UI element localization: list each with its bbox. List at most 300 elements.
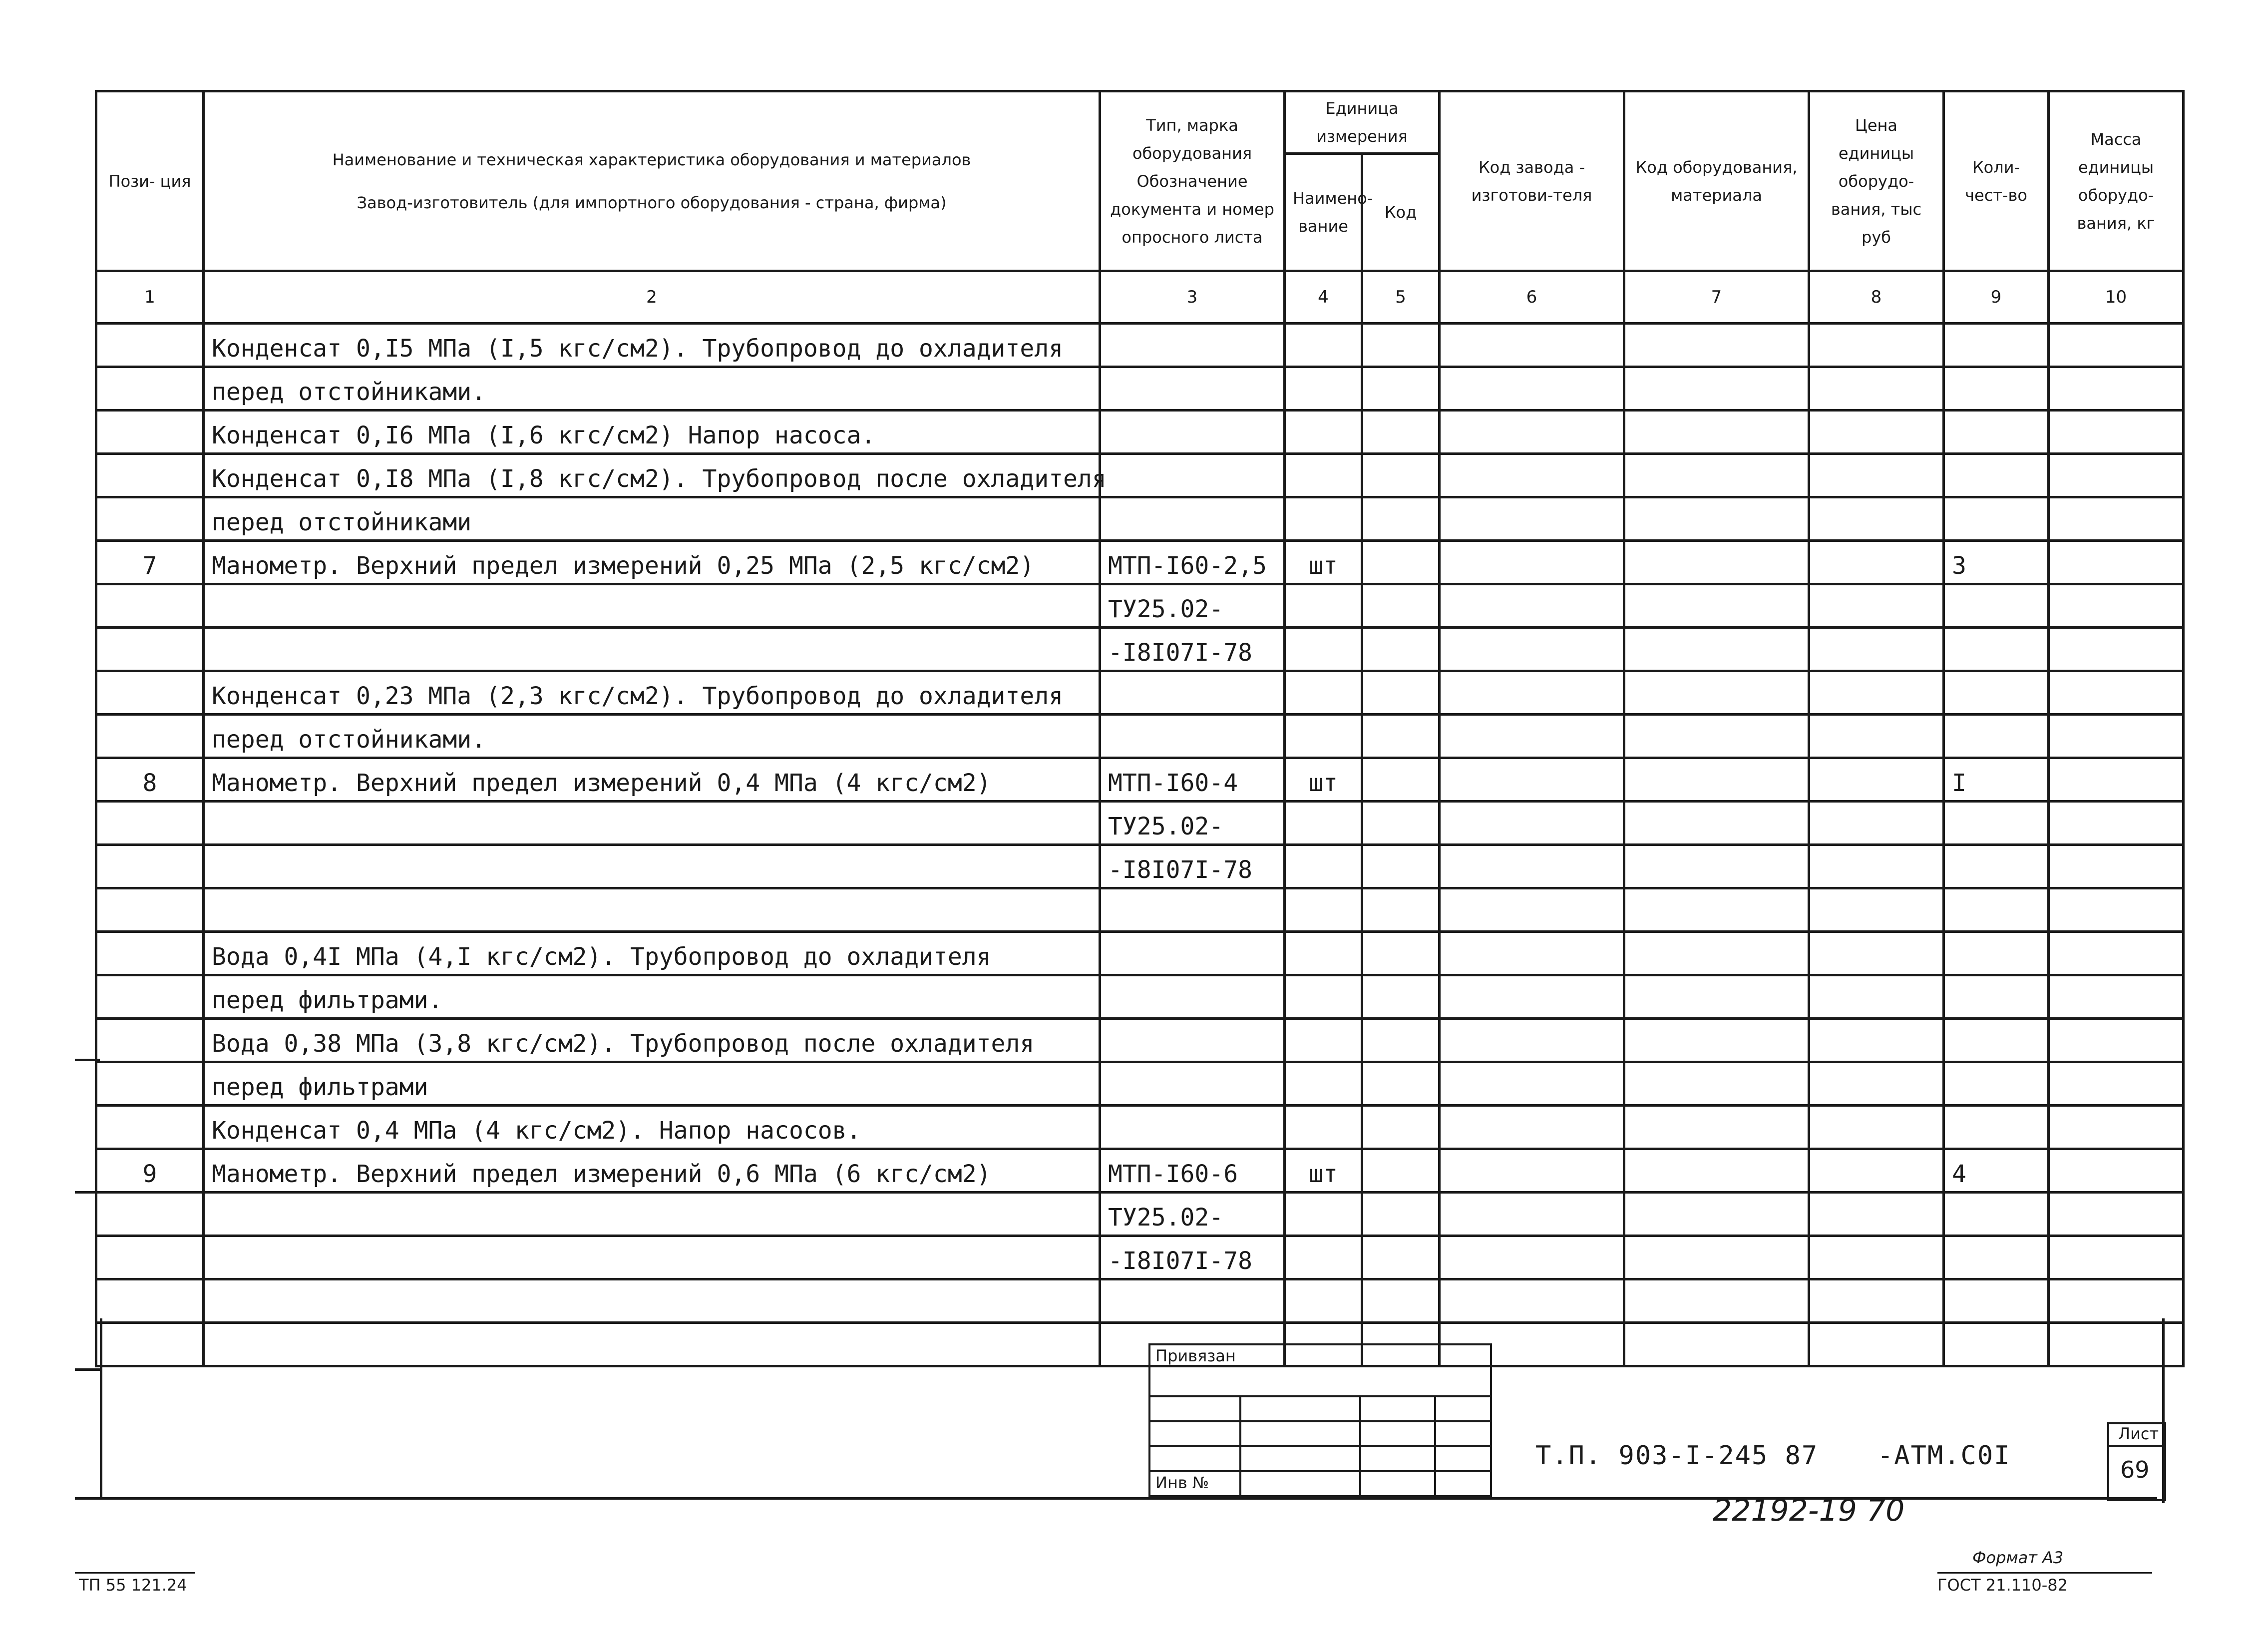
table-row <box>96 411 2184 454</box>
equipment-code-cell <box>1624 1279 1809 1323</box>
type-cell <box>1100 411 1285 454</box>
unit-name-cell <box>1285 454 1362 497</box>
unit-name-cell <box>1285 1019 1362 1062</box>
sheet-box-divider <box>2109 1445 2164 1447</box>
unit-name-cell <box>1285 411 1362 454</box>
table-row <box>96 367 2184 411</box>
type-cell: МТП-I60-4 <box>1100 758 1285 802</box>
plant-code-cell <box>1440 845 1624 888</box>
table-row <box>96 671 2184 715</box>
name-cell: перед отстойниками <box>204 497 1100 541</box>
mass-cell <box>2049 1106 2184 1149</box>
header-unit-group: Единица измерения <box>1285 91 1440 154</box>
plant-code-cell <box>1440 802 1624 845</box>
unit-name-cell: шт <box>1285 541 1362 584</box>
position-cell <box>96 324 204 367</box>
position-cell <box>96 1106 204 1149</box>
column-number: 3 <box>1100 271 1285 324</box>
position-cell <box>96 671 204 715</box>
quantity-cell <box>1944 411 2049 454</box>
unit-code-cell <box>1362 1149 1440 1193</box>
type-cell: МТП-I60-6 <box>1100 1149 1285 1193</box>
name-cell: Конденсат 0,4 МПа (4 кгс/см2). Напор насосов. <box>204 1106 1100 1149</box>
mass-cell <box>2049 1149 2184 1193</box>
equipment-code-cell <box>1624 541 1809 584</box>
unit-code-cell <box>1362 758 1440 802</box>
price-cell <box>1809 1149 1944 1193</box>
position-cell <box>96 411 204 454</box>
price-cell <box>1809 497 1944 541</box>
unit-name-cell <box>1285 715 1362 758</box>
mass-cell <box>2049 932 2184 975</box>
type-cell <box>1100 497 1285 541</box>
name-cell: перед отстойниками. <box>204 367 1100 411</box>
position-cell <box>96 1019 204 1062</box>
position-cell <box>96 454 204 497</box>
type-cell: МТП-I60-2,5 <box>1100 541 1285 584</box>
quantity-cell <box>1944 1019 2049 1062</box>
column-number: 6 <box>1440 271 1624 324</box>
price-cell <box>1809 888 1944 932</box>
stamp-line <box>1239 1395 1241 1495</box>
table-row <box>96 1106 2184 1149</box>
unit-code-cell <box>1362 1019 1440 1062</box>
plant-code-cell <box>1440 1019 1624 1062</box>
frame-left-line <box>100 1318 102 1498</box>
price-cell <box>1809 1323 1944 1366</box>
unit-name-cell <box>1285 628 1362 671</box>
mass-cell <box>2049 541 2184 584</box>
name-cell: Вода 0,38 МПа (3,8 кгс/см2). Трубопровод после охладителя <box>204 1019 1100 1062</box>
header-plant-code: Код завода - изготови-теля <box>1440 91 1624 271</box>
unit-code-cell <box>1362 888 1440 932</box>
header-name-line1: Наименование и техническая характеристика оборудования и материалов <box>332 150 971 169</box>
price-cell <box>1809 1106 1944 1149</box>
equipment-code-cell <box>1624 1149 1809 1193</box>
price-cell <box>1809 1193 1944 1236</box>
type-cell: -I8I07I-78 <box>1100 845 1285 888</box>
equipment-code-cell <box>1624 1062 1809 1106</box>
unit-name-cell: шт <box>1285 758 1362 802</box>
name-cell: Вода 0,4I МПа (4,I кгс/см2). Трубопровод до охладителя <box>204 932 1100 975</box>
footer-line-left <box>75 1572 195 1574</box>
plant-code-cell <box>1440 1149 1624 1193</box>
mass-cell <box>2049 1193 2184 1236</box>
type-cell <box>1100 324 1285 367</box>
equipment-code-cell <box>1624 628 1809 671</box>
name-cell <box>204 584 1100 628</box>
type-cell: ТУ25.02- <box>1100 802 1285 845</box>
approval-stamp <box>1148 1343 1492 1497</box>
position-cell <box>96 367 204 411</box>
footer-line <box>1937 1572 2152 1574</box>
mass-cell <box>2049 975 2184 1019</box>
plant-code-cell <box>1440 888 1624 932</box>
unit-code-cell <box>1362 1106 1440 1149</box>
header-name-line2: Завод-изготовитель (для импортного оборудования - страна, фирма) <box>357 193 947 212</box>
mass-cell <box>2049 1236 2184 1279</box>
position-cell <box>96 1062 204 1106</box>
name-cell <box>204 845 1100 888</box>
unit-code-cell <box>1362 454 1440 497</box>
column-number: 9 <box>1944 271 2049 324</box>
table-row <box>96 324 2184 367</box>
type-cell <box>1100 975 1285 1019</box>
table-row <box>96 758 2184 802</box>
position-cell <box>96 628 204 671</box>
unit-name-cell <box>1285 1193 1362 1236</box>
mass-cell <box>2049 758 2184 802</box>
column-number: 2 <box>204 271 1100 324</box>
name-cell <box>204 1236 1100 1279</box>
name-cell <box>204 1279 1100 1323</box>
equipment-code-cell <box>1624 1193 1809 1236</box>
table-row <box>96 628 2184 671</box>
margin-tick <box>75 1059 100 1061</box>
type-cell <box>1100 715 1285 758</box>
equipment-specification-table <box>95 90 2185 1367</box>
equipment-code-cell <box>1624 1106 1809 1149</box>
price-cell <box>1809 411 1944 454</box>
table-row <box>96 584 2184 628</box>
unit-code-cell <box>1362 1279 1440 1323</box>
type-cell <box>1100 1019 1285 1062</box>
name-cell: Манометр. Верхний предел измерений 0,6 МПа (6 кгс/см2) <box>204 1149 1100 1193</box>
name-cell <box>204 1323 1100 1366</box>
name-cell <box>204 628 1100 671</box>
equipment-code-cell <box>1624 932 1809 975</box>
column-numbers-row <box>96 271 2184 324</box>
header-name <box>204 91 1100 271</box>
quantity-cell <box>1944 888 2049 932</box>
equipment-code-cell <box>1624 1323 1809 1366</box>
equipment-code-cell <box>1624 1019 1809 1062</box>
unit-name-cell <box>1285 584 1362 628</box>
plant-code-cell <box>1440 758 1624 802</box>
quantity-cell <box>1944 932 2049 975</box>
unit-name-cell <box>1285 1236 1362 1279</box>
quantity-cell <box>1944 628 2049 671</box>
price-cell <box>1809 975 1944 1019</box>
price-cell <box>1809 758 1944 802</box>
table-row <box>96 845 2184 888</box>
plant-code-cell <box>1440 932 1624 975</box>
quantity-cell: 3 <box>1944 541 2049 584</box>
table-row <box>96 888 2184 932</box>
stamp-line <box>1150 1420 1490 1422</box>
quantity-cell <box>1944 584 2049 628</box>
unit-name-cell <box>1285 671 1362 715</box>
name-cell: Манометр. Верхний предел измерений 0,4 МПа (4 кгс/см2) <box>204 758 1100 802</box>
quantity-cell: I <box>1944 758 2049 802</box>
unit-name-cell <box>1285 497 1362 541</box>
handwritten-number: 22192-19 70 <box>1713 1493 1905 1528</box>
column-number: 5 <box>1362 271 1440 324</box>
equipment-code-cell <box>1624 975 1809 1019</box>
quantity-cell <box>1944 715 2049 758</box>
position-cell: 9 <box>96 1149 204 1193</box>
mass-cell <box>2049 411 2184 454</box>
name-cell: перед фильтрами. <box>204 975 1100 1019</box>
plant-code-cell <box>1440 454 1624 497</box>
price-cell <box>1809 584 1944 628</box>
plant-code-cell <box>1440 411 1624 454</box>
unit-name-cell <box>1285 1062 1362 1106</box>
unit-code-cell <box>1362 802 1440 845</box>
mass-cell <box>2049 628 2184 671</box>
mass-cell <box>2049 888 2184 932</box>
name-cell: перед отстойниками. <box>204 715 1100 758</box>
plant-code-cell <box>1440 497 1624 541</box>
name-cell <box>204 802 1100 845</box>
mass-cell <box>2049 497 2184 541</box>
unit-name-cell: шт <box>1285 1149 1362 1193</box>
position-cell: 7 <box>96 541 204 584</box>
position-cell <box>96 1323 204 1366</box>
quantity-cell <box>1944 802 2049 845</box>
equipment-code-cell <box>1624 324 1809 367</box>
type-cell: -I8I07I-78 <box>1100 628 1285 671</box>
margin-tick <box>75 1368 100 1371</box>
plant-code-cell <box>1440 367 1624 411</box>
name-cell: Конденсат 0,I5 МПа (I,5 кгс/см2). Трубопровод до охладителя <box>204 324 1100 367</box>
quantity-cell <box>1944 1106 2049 1149</box>
position-cell: 8 <box>96 758 204 802</box>
table-row <box>96 1323 2184 1366</box>
unit-code-cell <box>1362 715 1440 758</box>
unit-code-cell <box>1362 1193 1440 1236</box>
price-cell <box>1809 1279 1944 1323</box>
equipment-code-cell <box>1624 715 1809 758</box>
table-row <box>96 1279 2184 1323</box>
mass-cell <box>2049 454 2184 497</box>
price-cell <box>1809 671 1944 715</box>
table-row <box>96 541 2184 584</box>
mass-cell <box>2049 324 2184 367</box>
unit-code-cell <box>1362 845 1440 888</box>
unit-code-cell <box>1362 367 1440 411</box>
plant-code-cell <box>1440 628 1624 671</box>
unit-code-cell <box>1362 541 1440 584</box>
plant-code-cell <box>1440 1062 1624 1106</box>
quantity-cell <box>1944 367 2049 411</box>
price-cell <box>1809 367 1944 411</box>
price-cell <box>1809 1236 1944 1279</box>
name-cell: Манометр. Верхний предел измерений 0,25 МПа (2,5 кгс/см2) <box>204 541 1100 584</box>
plant-code-cell <box>1440 671 1624 715</box>
equipment-code-cell <box>1624 758 1809 802</box>
position-cell <box>96 1193 204 1236</box>
unit-name-cell <box>1285 802 1362 845</box>
table-row <box>96 1236 2184 1279</box>
table-row <box>96 715 2184 758</box>
position-cell <box>96 888 204 932</box>
sheet-number-box <box>2107 1422 2166 1501</box>
table-row <box>96 454 2184 497</box>
type-cell <box>1100 888 1285 932</box>
type-cell: ТУ25.02- <box>1100 1193 1285 1236</box>
mass-cell <box>2049 584 2184 628</box>
mass-cell <box>2049 845 2184 888</box>
equipment-code-cell <box>1624 367 1809 411</box>
equipment-code-cell <box>1624 845 1809 888</box>
document-suffix: -АТМ.С0I <box>1877 1441 2011 1471</box>
gost-label: ГОСТ 21.110-82 <box>1937 1576 2068 1595</box>
sheet-label: Лист <box>2118 1424 2159 1443</box>
header-quantity: Коли-чест-во <box>1944 91 2049 271</box>
column-number: 8 <box>1809 271 1944 324</box>
unit-name-cell <box>1285 324 1362 367</box>
unit-code-cell <box>1362 1062 1440 1106</box>
table-row <box>96 1019 2184 1062</box>
stamp-line <box>1434 1395 1436 1495</box>
price-cell <box>1809 1019 1944 1062</box>
plant-code-cell <box>1440 975 1624 1019</box>
plant-code-cell <box>1440 1193 1624 1236</box>
unit-code-cell <box>1362 324 1440 367</box>
stamp-line <box>1150 1395 1490 1397</box>
unit-code-cell <box>1362 975 1440 1019</box>
header-unit-name: Наимено-вание <box>1285 154 1362 271</box>
mass-cell <box>2049 715 2184 758</box>
unit-code-cell <box>1362 1236 1440 1279</box>
plant-code-cell <box>1440 541 1624 584</box>
equipment-code-cell <box>1624 411 1809 454</box>
quantity-cell <box>1944 975 2049 1019</box>
equipment-code-cell <box>1624 888 1809 932</box>
unit-name-cell <box>1285 932 1362 975</box>
equipment-code-cell <box>1624 802 1809 845</box>
plant-code-cell <box>1440 1236 1624 1279</box>
mass-cell <box>2049 1019 2184 1062</box>
mass-cell <box>2049 1279 2184 1323</box>
stamp-line <box>1150 1470 1490 1472</box>
unit-name-cell <box>1285 888 1362 932</box>
name-cell <box>204 888 1100 932</box>
quantity-cell <box>1944 1236 2049 1279</box>
mass-cell <box>2049 671 2184 715</box>
name-cell: перед фильтрами <box>204 1062 1100 1106</box>
type-cell <box>1100 1106 1285 1149</box>
stamp-line <box>1359 1395 1361 1495</box>
quantity-cell <box>1944 497 2049 541</box>
quantity-cell <box>1944 324 2049 367</box>
quantity-cell: 4 <box>1944 1149 2049 1193</box>
quantity-cell <box>1944 1323 2049 1366</box>
unit-name-cell <box>1285 845 1362 888</box>
column-number: 10 <box>2049 271 2184 324</box>
quantity-cell <box>1944 1279 2049 1323</box>
sheet-number: 69 <box>2120 1456 2150 1483</box>
inv-no-label: Инв № <box>1155 1473 1209 1492</box>
column-number: 1 <box>96 271 204 324</box>
position-cell <box>96 802 204 845</box>
mass-cell <box>2049 367 2184 411</box>
position-cell <box>96 845 204 888</box>
unit-code-cell <box>1362 671 1440 715</box>
unit-name-cell <box>1285 367 1362 411</box>
name-cell: Конденсат 0,I6 МПа (I,6 кгс/см2) Напор насоса. <box>204 411 1100 454</box>
table-row <box>96 497 2184 541</box>
position-cell <box>96 584 204 628</box>
position-cell <box>96 1236 204 1279</box>
privyazan-label: Привязан <box>1155 1346 1236 1365</box>
unit-code-cell <box>1362 584 1440 628</box>
type-cell <box>1100 454 1285 497</box>
name-cell: Конденсат 0,23 МПа (2,3 кгс/см2). Трубопровод до охладителя <box>204 671 1100 715</box>
quantity-cell <box>1944 845 2049 888</box>
quantity-cell <box>1944 1062 2049 1106</box>
type-cell <box>1100 1062 1285 1106</box>
unit-code-cell <box>1362 497 1440 541</box>
position-cell <box>96 1279 204 1323</box>
mass-cell <box>2049 1062 2184 1106</box>
price-cell <box>1809 802 1944 845</box>
table-row <box>96 1193 2184 1236</box>
position-cell <box>96 932 204 975</box>
unit-name-cell <box>1285 1279 1362 1323</box>
price-cell <box>1809 932 1944 975</box>
plant-code-cell <box>1440 1106 1624 1149</box>
table-body <box>96 324 2184 1366</box>
stamp-left-label: ТП 55 121.24 <box>79 1576 187 1595</box>
price-cell <box>1809 454 1944 497</box>
price-cell <box>1809 715 1944 758</box>
unit-name-cell <box>1285 1106 1362 1149</box>
unit-code-cell <box>1362 411 1440 454</box>
plant-code-cell <box>1440 1279 1624 1323</box>
margin-tick <box>75 1191 100 1194</box>
type-cell: ТУ25.02- <box>1100 584 1285 628</box>
equipment-code-cell <box>1624 584 1809 628</box>
type-cell <box>1100 671 1285 715</box>
mass-cell <box>2049 802 2184 845</box>
position-cell <box>96 715 204 758</box>
type-cell <box>1100 1279 1285 1323</box>
type-cell <box>1100 932 1285 975</box>
type-cell: -I8I07I-78 <box>1100 1236 1285 1279</box>
quantity-cell <box>1944 454 2049 497</box>
price-cell <box>1809 845 1944 888</box>
position-cell <box>96 497 204 541</box>
header-row <box>96 91 2184 154</box>
position-cell <box>96 975 204 1019</box>
stamp-line <box>1150 1445 1490 1447</box>
name-cell <box>204 1193 1100 1236</box>
quantity-cell <box>1944 671 2049 715</box>
document-code: Т.П. 903-I-245 87 <box>1535 1441 1819 1471</box>
plant-code-cell <box>1440 324 1624 367</box>
header-price: Цена единицы оборудо-вания, тыс руб <box>1809 91 1944 271</box>
equipment-code-cell <box>1624 1236 1809 1279</box>
equipment-code-cell <box>1624 454 1809 497</box>
format-label: Формат А3 <box>1972 1548 2064 1567</box>
header-position: Пози- ция <box>96 91 204 271</box>
equipment-code-cell <box>1624 497 1809 541</box>
unit-code-cell <box>1362 628 1440 671</box>
equipment-code-cell <box>1624 671 1809 715</box>
name-cell: Конденсат 0,I8 МПа (I,8 кгс/см2). Трубопровод после охладителя <box>204 454 1100 497</box>
price-cell <box>1809 628 1944 671</box>
quantity-cell <box>1944 1193 2049 1236</box>
price-cell <box>1809 324 1944 367</box>
plant-code-cell <box>1440 584 1624 628</box>
table-row <box>96 1149 2184 1193</box>
table-row <box>96 932 2184 975</box>
header-unit-code: Код <box>1362 154 1440 271</box>
table-row <box>96 975 2184 1019</box>
price-cell <box>1809 541 1944 584</box>
